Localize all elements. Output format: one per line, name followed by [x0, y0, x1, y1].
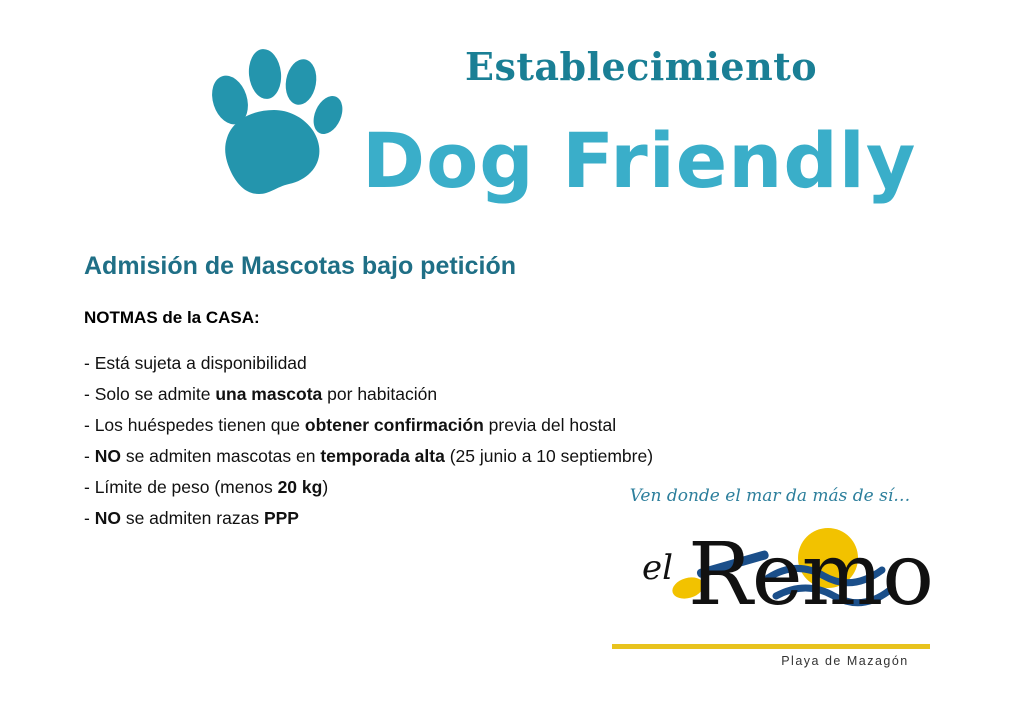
poster-header	[0, 0, 1024, 230]
page-title-primary: Establecimiento	[465, 44, 818, 89]
rule-emphasis: temporada alta	[320, 446, 445, 466]
rule-text: previa del hostal	[483, 415, 617, 435]
rule-item	[84, 410, 804, 441]
rule-emphasis: NO	[94, 508, 121, 528]
paw-print-icon	[196, 48, 356, 198]
logo-tagline: Ven donde el mar da más de sí…	[629, 486, 911, 506]
rule-text: se admiten razas	[120, 508, 264, 528]
rule-emphasis: NO	[94, 446, 121, 466]
logo-name-main: Remo	[688, 525, 933, 625]
rule-text: por habitación	[322, 384, 438, 404]
rule-item	[84, 379, 804, 410]
logo-location: Playa de Mazagón	[781, 654, 909, 668]
rule-text: - Solo se admite	[84, 384, 216, 404]
logo-name-prefix: el	[642, 548, 673, 588]
logo-underline	[612, 644, 930, 649]
rule-text: (25 junio a 10 septiembre)	[444, 446, 654, 466]
rule-text: -	[84, 508, 95, 528]
rule-text: - Los huéspedes tienen que	[84, 415, 305, 435]
rule-emphasis: una mascota	[215, 384, 323, 404]
rule-text: - Está sujeta a disponibilidad	[84, 353, 307, 373]
rule-emphasis: 20 kg	[277, 477, 323, 497]
hotel-logo	[600, 486, 940, 686]
rule-text: )	[322, 477, 329, 497]
page-title-secondary: Dog Friendly	[362, 116, 917, 205]
rule-item	[84, 441, 804, 472]
rule-emphasis: obtener confirmación	[304, 415, 484, 435]
rules-heading: NOTMAS de la CASA:	[84, 308, 260, 327]
rule-text: -	[84, 446, 95, 466]
rule-emphasis: PPP	[263, 508, 299, 528]
rule-item	[84, 348, 804, 379]
rule-text: - Límite de peso (menos	[84, 477, 278, 497]
rule-text: se admiten mascotas en	[120, 446, 321, 466]
admission-subtitle: Admisión de Mascotas bajo petición	[84, 252, 517, 280]
